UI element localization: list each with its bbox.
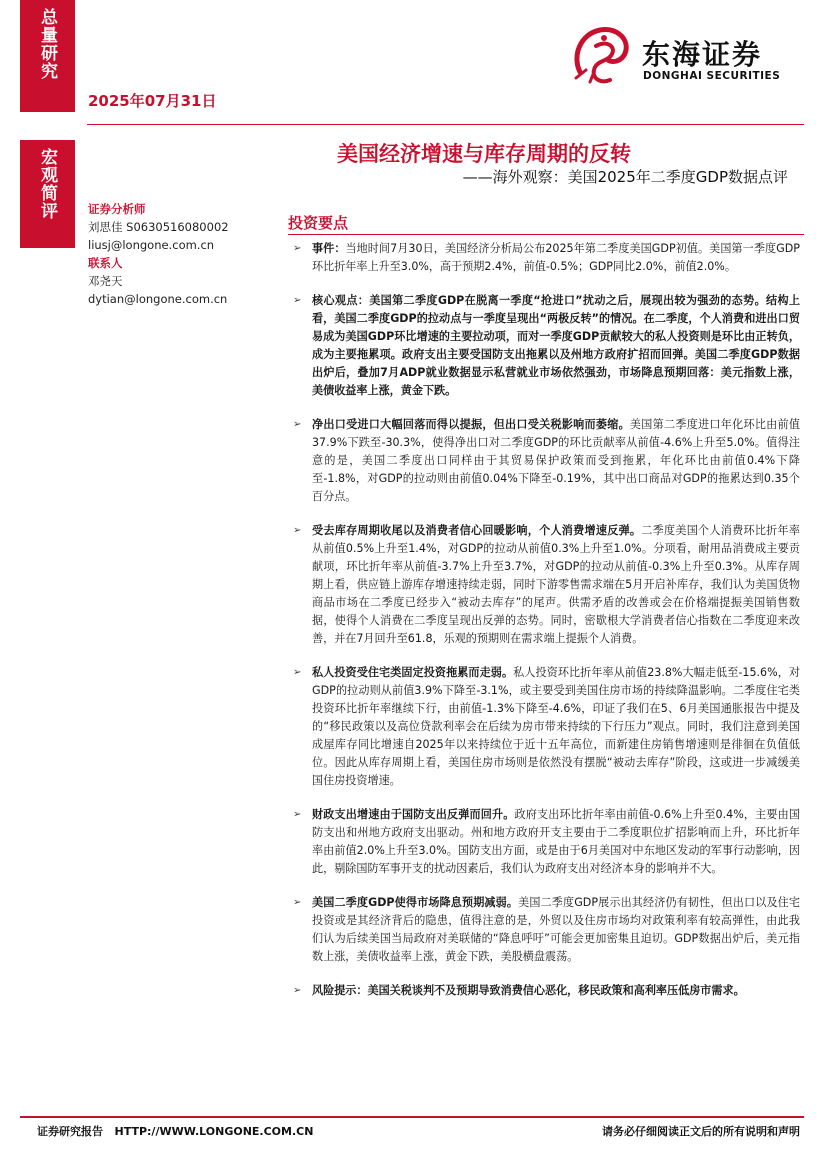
footer-report-label: 证券研究报告 xyxy=(37,1125,103,1138)
point-rate-expectation xyxy=(288,894,800,966)
footer-disclaimer: 请务必仔细阅读正文后的所有说明和声明 xyxy=(602,1125,800,1138)
arrow-bullet-icon: ➢ xyxy=(293,525,302,536)
point-core-view xyxy=(288,292,800,400)
point-risk xyxy=(288,982,800,1000)
point-text: 私人投资环比折年率从前值23.8%大幅走低至-15.6%，对GDP的拉动则从前值3.9%下降至-3.1%，或主要受到美国住房市场的持续降温影响。二季度住宅类投资环比折年率继续下行，由前值-1.3%下降至-4.6%，印证了我们在5、6月美国通胀报告中提及的“移民政策以及高位贷款利率会在后续为房市带来持续的下行压力”观点。同时，我们注意到美国成屋库存同比增速自2025年以来持续位于近十五年高位，而新建住房销售增速则是徘徊在负值低位。因此从库存周期上看，美国住房市场则是依然没有摆脱“被动去库存”阶段，这或进一步减缓美国住房投资增速。 xyxy=(312,666,800,787)
point-consumption xyxy=(288,522,800,648)
contact-email[interactable]: dytian@longone.com.cn xyxy=(88,292,228,306)
point-text: 当地时间7月30日，美国经济分析局公布2025年第二季度美国GDP初值。美国第一季度GDP环比折年率上升至3.0%，高于预期2.4%，前值-0.5%；GDP同比2.0%，前值2.0%。 xyxy=(312,242,800,273)
header-divider xyxy=(87,124,804,125)
point-lead: 净出口受进口大幅回落而得以提振，但出口受关税影响而萎缩。 xyxy=(312,418,630,431)
arrow-bullet-icon: ➢ xyxy=(293,985,302,996)
point-text: 美国二季度GDP展示出其经济仍有韧性，但出口以及住宅投资或是其经济背后的隐患，值得注意的是，外贸以及住房市场均对政策利率有较高弹性，由此我们认为后续美国当局政府对美联储的“降息呼吁”可能会更加密集且迫切。GDP数据出炉后，美元指数上涨，美债收益率上涨，黄金下跌，美股横盘震荡。 xyxy=(312,896,800,963)
point-lead: 受去库存周期收尾以及消费者信心回暖影响，个人消费增速反弹。 xyxy=(312,524,642,537)
analyst-name-cert: 刘思佳 S0630516080002 xyxy=(88,220,229,234)
arrow-bullet-icon: ➢ xyxy=(293,667,302,678)
report-type-label: 宏观简评 xyxy=(37,148,57,220)
arrow-bullet-icon: ➢ xyxy=(293,243,302,254)
footer-left xyxy=(37,1123,313,1139)
point-lead: 核心观点：美国第二季度GDP在脱离一季度“抢进口”扰动之后，展现出较为强劲的态势。结构上看，美国二季度GDP的拉动点与一季度呈现出“两极反转”的情况。在二季度，个人消费和进出口贸易成为美国GDP环比增速的主要拉动项，而对一季度GDP贡献较大的私人投资则是环比由正转负，成为主要拖累项。政府支出主要受国防支出拖累以及州地方政府扩招而回弹。美国二季度GDP数据出炉后，叠加7月ADP就业数据显示私营就业市场依然强劲，市场降息预期回落：美元指数上涨，美债收益率上涨，黄金下跌。 xyxy=(312,294,800,397)
point-fiscal xyxy=(288,806,800,878)
point-net-exports xyxy=(288,416,800,506)
report-title: 美国经济增速与库存周期的反转 xyxy=(337,142,631,166)
point-text: 政府支出环比折年率由前值-0.6%上升至0.4%，主要由国防支出和州地方政府支出驱动。州和地方政府开支主要由于二季度职位扩招影响而上升，环比折年率由前值2.0%上升至3.0%。国防支出方面，或是由于6月美国对中东地区发动的军事行动影响，因此，剔除国防军事开支的扰动因素后，我们认为政府支出对经济本身的影响并不大。 xyxy=(312,808,800,875)
arrow-bullet-icon: ➢ xyxy=(293,809,302,820)
point-lead: 事件： xyxy=(312,242,346,255)
point-lead: 美国二季度GDP使得市场降息预期减弱。 xyxy=(312,896,519,909)
footer-divider xyxy=(20,1116,804,1118)
point-text: 二季度美国个人消费环比折年率从前值0.5%上升至1.4%，对GDP的拉动从前值0.3%上升至1.0%。分项看，耐用品消费成主要贡献项，环比折年率从前值-3.7%上升至3.7%，对GDP的拉动从前值-0.3%上升至0.3%。从库存周期上看，供应链上游库存增速持续走弱，同时下游零售需求端在5月开启补库存，我们认为美国货物商品市场在二季度已经步入“被动去库存”的尾声。供需矛盾的改善或会在价格端提振美国销售数据，使得个人消费在二季度呈现出反弹的态势。同时，密歇根大学消费者信心指数在二季度迎来改善，并在7月回升至61.8，乐观的预期则在需求端上提振个人消费。 xyxy=(312,524,800,645)
brand-name-en: DONGHAI SECURITIES xyxy=(643,70,781,82)
contact-name: 邓尧天 xyxy=(88,274,123,288)
brand-name-cn: 东海证券 xyxy=(642,38,763,71)
point-lead: 财政支出增速由于国防支出反弹而回升。 xyxy=(312,808,515,821)
arrow-bullet-icon: ➢ xyxy=(293,419,302,430)
point-text: 美国第二季度进口年化环比由前值37.9%下跌至-30.3%，使得净出口对二季度GDP的环比贡献率从前值-4.6%上升至5.0%。值得注意的是，美国二季度出口同样由于其贸易保护政策而受到拖累，年化环比由前值0.4%下降至-1.8%，对GDP的拉动则由前值0.04%下降至-0.19%，其中出口商品对GDP的拖累达到0.35个百分点。 xyxy=(312,418,800,503)
category-box xyxy=(20,0,75,112)
dragon-logo-icon xyxy=(566,20,636,90)
arrow-bullet-icon: ➢ xyxy=(293,295,302,306)
point-lead: 风险提示：美国关税谈判不及预期导致消费信心恶化，移民政策和高利率压低房市需求。 xyxy=(312,984,745,997)
key-points xyxy=(288,240,800,1016)
point-lead: 私人投资受住宅类固定投资拖累而走弱。 xyxy=(312,666,514,679)
category-label: 总量研究 xyxy=(37,8,57,80)
contact-role: 联系人 xyxy=(88,256,123,270)
point-private-investment xyxy=(288,664,800,790)
section-divider xyxy=(288,234,804,235)
section-title: 投资要点 xyxy=(288,214,349,232)
arrow-bullet-icon: ➢ xyxy=(293,897,302,908)
analyst-info xyxy=(88,200,278,308)
analyst-role: 证券分析师 xyxy=(88,202,146,216)
footer-url[interactable]: HTTP://WWW.LONGONE.COM.CN xyxy=(114,1125,314,1138)
report-subtitle: ——海外观察：美国2025年二季度GDP数据点评 xyxy=(462,168,788,186)
point-event xyxy=(288,240,800,276)
analyst-email[interactable]: liusj@longone.com.cn xyxy=(88,238,215,252)
report-date: 2025年07月31日 xyxy=(88,92,217,110)
